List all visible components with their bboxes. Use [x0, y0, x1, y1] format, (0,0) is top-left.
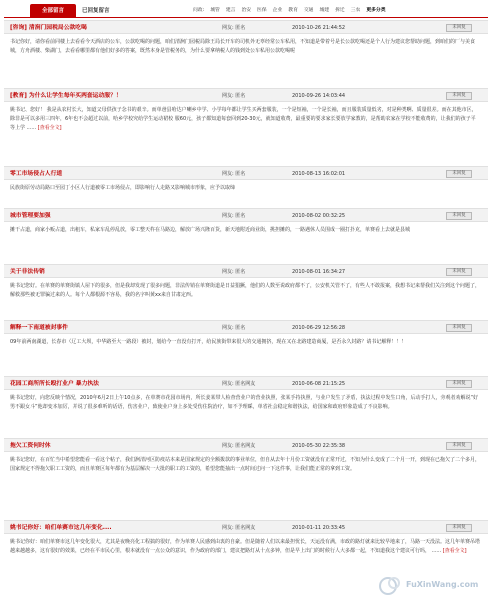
entry-text: 姚书记您好，向您反映个情况，2010年6月2日上午10点多，在单赛市花园市场内，所长姜某带人检查营业户的营业执照，张某手持执照，与业户发生了矛盾，执法过程中发生口角，后动手打人，旁观者劝解说“好男不跟女斗”他却变本加厉，并说了很多难听的话语，伤害业户，致使业户身上多处受伤住院治疗，如不予理睬，单省社会稳定和谐执法，给国家和政府形象造成了不良影响。 [10, 395, 479, 410]
entry-header [4, 88, 488, 102]
message-entry [4, 20, 488, 88]
entry-text: 姚书记、您好！ 我是从农村长大，知道父母供孩子念书的艰辛。而单爸县哈达户喇乡中学、小学每年都让学生买两套服装，一个是短袖，一个是长袖，而且服装质量低劣，对是种类啊、质量很差。而在其他市区，除非是可以多用三四年，6年也不会超过以前，哈乡学校究给学生运动裙校 服60元，孩子都知道每套回到20-30元，就知道收费，最重要的要求家长要放学家教的，是帮助农家在学校不能收费的，让我们的孩子平等上学 ...... [10, 107, 477, 131]
message-entry [4, 88, 488, 164]
entry-user: 网友: 匿名网友 [222, 381, 256, 387]
tab-all-messages[interactable]: 全部留言 [30, 4, 76, 18]
more-categories-link[interactable]: 更多分类 [366, 8, 386, 13]
entry-time: 2010-10-26 21:44:52 [292, 25, 346, 31]
entry-body [10, 456, 480, 474]
entry-header [4, 166, 488, 180]
site-watermark [378, 574, 488, 596]
entry-text: 姚书记您好。在单赛的单赛街镇人屋下的很多，但是我却发现了很多问题，非法传销在单赛街道是日益猖獗，他们的人数至说政府都不了，公安机关管不了，有些人不敢报案，我想书记来帮我们关注到这个问题了，解救那些被无罪骗过来的人。每个人都根源不容易，我的名字叫黄xx来自甘肃定西。 [10, 283, 481, 298]
category-link[interactable]: 城建 [319, 8, 330, 13]
entry-user: 网友: 匿名 [222, 171, 246, 177]
entry-text: 姚书记您好，在百忙当中希望您能看一看这个帖子，我们涧清河区防疫站本来是国家规定的全额拨款的事业单位，但自从去年十月份工资就没有正常开过，不知为什么变成了二个月一开，到现在已拖欠了二个多月，国家规定不得拖欠职工工资的，而且单赛区每年都有为基层解决一大批的职工的工资的，希望您能抽出一点时间过问一下这件事，让我们能正常的拿到工资。 [10, 457, 481, 472]
entry-body [10, 106, 480, 133]
category-link[interactable]: 拆迁 [335, 8, 345, 13]
entry-time: 2010-06-08 21:15:25 [292, 381, 346, 387]
category-label: 问政: [193, 8, 205, 13]
entry-time: 2010-01-11 20:33:45 [292, 525, 346, 531]
message-entry [4, 208, 488, 262]
reply-status-button[interactable]: 未回复 [446, 442, 472, 450]
entry-header [4, 520, 488, 534]
entry-time: 2010-05-30 22:35:38 [292, 443, 346, 449]
category-link[interactable]: 城管 [210, 8, 220, 13]
category-link[interactable]: 治安 [241, 8, 252, 13]
reply-status-button[interactable]: 未回复 [446, 92, 472, 100]
category-link[interactable]: 建言 [225, 8, 236, 13]
message-entry [4, 438, 488, 500]
top-tab-bar [4, 4, 488, 18]
entry-body [10, 226, 480, 235]
entry-body [10, 282, 480, 300]
entry-text: 摊干占道，商家小贩占道，出租车，私家车乱停乱放，零工整天杵在马路边，解放广场兴隆百货，新天地附近商业街，挑担摊的，一路遇休人员围成一圈打扑克，单赛看上去就是县城 [10, 227, 411, 233]
entry-time: 2010-09-26 14:03:44 [292, 93, 346, 99]
category-link[interactable]: 三农 [350, 8, 361, 13]
entry-body [10, 394, 480, 412]
entry-header [4, 264, 488, 278]
watermark-logo-icon [378, 574, 404, 596]
reply-status-button[interactable]: 未回复 [446, 524, 472, 532]
entry-text: 姚书记你好：咱们单赛市这几年变化很大，尤其是夜晚亮化工程搞的很好，作为单赛人民感到由衷的自豪。但是随着人们以来最担忧长，天运没有满，市政的路灯就来比较早地来了，马路一天没法。这几年单赛吊塔越来越越多，这有很好的效果，已经在平市民心里，根本就没有一点公众的意识，作为政府的部门，建议把路灯从十点多钟，但是早上出门的时候行人大多都一起，不知道我这个建议可行吗， ...... [10, 539, 481, 554]
entry-user: 网友: 匿名 [222, 325, 246, 331]
message-entry [4, 320, 488, 374]
entry-header [4, 208, 488, 222]
entry-body [10, 538, 480, 556]
entry-title-link[interactable]: 零工市场侵占人行道 [10, 171, 63, 177]
reply-status-button[interactable]: 未回复 [446, 24, 472, 32]
entry-title-link[interactable]: 城市管理要加强 [10, 213, 51, 219]
entry-text: 书记你好，请你看前同楼上去看看今天酒店的公车，公款吃喝的问题，咱们清涧门园税局除王局长开车的司机外无辜经常公车私用，不知道是带着号是长公款吃喝还是个人行为建议您帮助问题，到咱们的厂与美食城，方舟酒楼、柴湖门，去看看哪里都有他们好多的答案，既然本身是管税务的，为什么要拿纳税人的钱到处公车私用公款吃喝呢 [10, 39, 476, 54]
watermark-text: FuXinWang.com [406, 580, 479, 589]
entry-title-link[interactable]: [咨询] 清涧门园税局公款吃喝 [10, 25, 87, 31]
entry-text: 民族街原劳动局路口至园丁小区人行道被零工市场侵占，即影响行人走路又影响城市形象，应予以取缔 [10, 185, 236, 191]
view-full-text-link[interactable]: [查看全文] [37, 125, 62, 131]
entry-body [10, 38, 480, 56]
category-link[interactable]: 交通 [303, 8, 314, 13]
entry-title-link[interactable]: [教育] 为什么让学生每年买两套运动服？！ [10, 93, 122, 99]
entry-time: 2010-06-29 12:56:28 [292, 325, 346, 331]
entry-time: 2010-08-13 16:02:01 [292, 171, 346, 177]
entry-body [10, 184, 480, 193]
category-link[interactable]: 教育 [288, 8, 298, 13]
reply-status-button[interactable]: 未回复 [446, 268, 472, 276]
entry-user: 网友: 匿名 [222, 93, 246, 99]
entry-title-link[interactable]: 解释一下南道被封事件 [10, 325, 68, 331]
view-full-text-link[interactable]: [查看全文] [442, 548, 467, 554]
message-entry [4, 264, 488, 318]
entry-header [4, 20, 488, 34]
tab-replied-messages[interactable]: 已回复留言 [82, 8, 110, 14]
reply-status-button[interactable]: 未回复 [446, 212, 472, 220]
entry-user: 网友: 匿名 [222, 25, 246, 31]
reply-status-button[interactable]: 未回复 [446, 380, 472, 388]
reply-status-button[interactable]: 未回复 [446, 324, 472, 332]
entry-header [4, 438, 488, 452]
entry-header [4, 320, 488, 334]
message-entry [4, 376, 488, 436]
message-entry [4, 166, 488, 206]
entry-title-link[interactable]: 关于非法传销 [10, 269, 45, 275]
entry-text: 09年前两南湖道，长春市（辽工大坝，中华路至大一路段）被封，划给今一直没有打开，给民族街带来很大的交通拥挤，现在又在北路建造商厦，是否永久封路？请书记解释！！！ [10, 339, 407, 345]
entry-header [4, 376, 488, 390]
entry-time: 2010-08-02 00:32:25 [292, 213, 346, 219]
entry-user: 网友: 匿名网友 [222, 443, 256, 449]
entry-title-link[interactable]: 花园工商所所长殴打业户 暴力执法 [10, 381, 99, 387]
entry-time: 2010-08-01 16:34:27 [292, 269, 346, 275]
reply-status-button[interactable]: 未回复 [446, 170, 472, 178]
entry-title-link[interactable]: 姚书记你好：咱们单赛市这几年变化.... [10, 525, 112, 531]
category-link[interactable]: 医保 [257, 8, 267, 13]
entry-title-link[interactable]: 拖欠工资何时休 [10, 443, 51, 449]
entry-user: 网友: 匿名 [222, 213, 246, 219]
entry-user: 网友: 匿名 [222, 269, 246, 275]
category-nav [190, 4, 389, 18]
entry-user: 网友: 匿名网友 [222, 525, 256, 531]
entry-body [10, 338, 480, 347]
category-link[interactable]: 企业 [272, 8, 283, 13]
